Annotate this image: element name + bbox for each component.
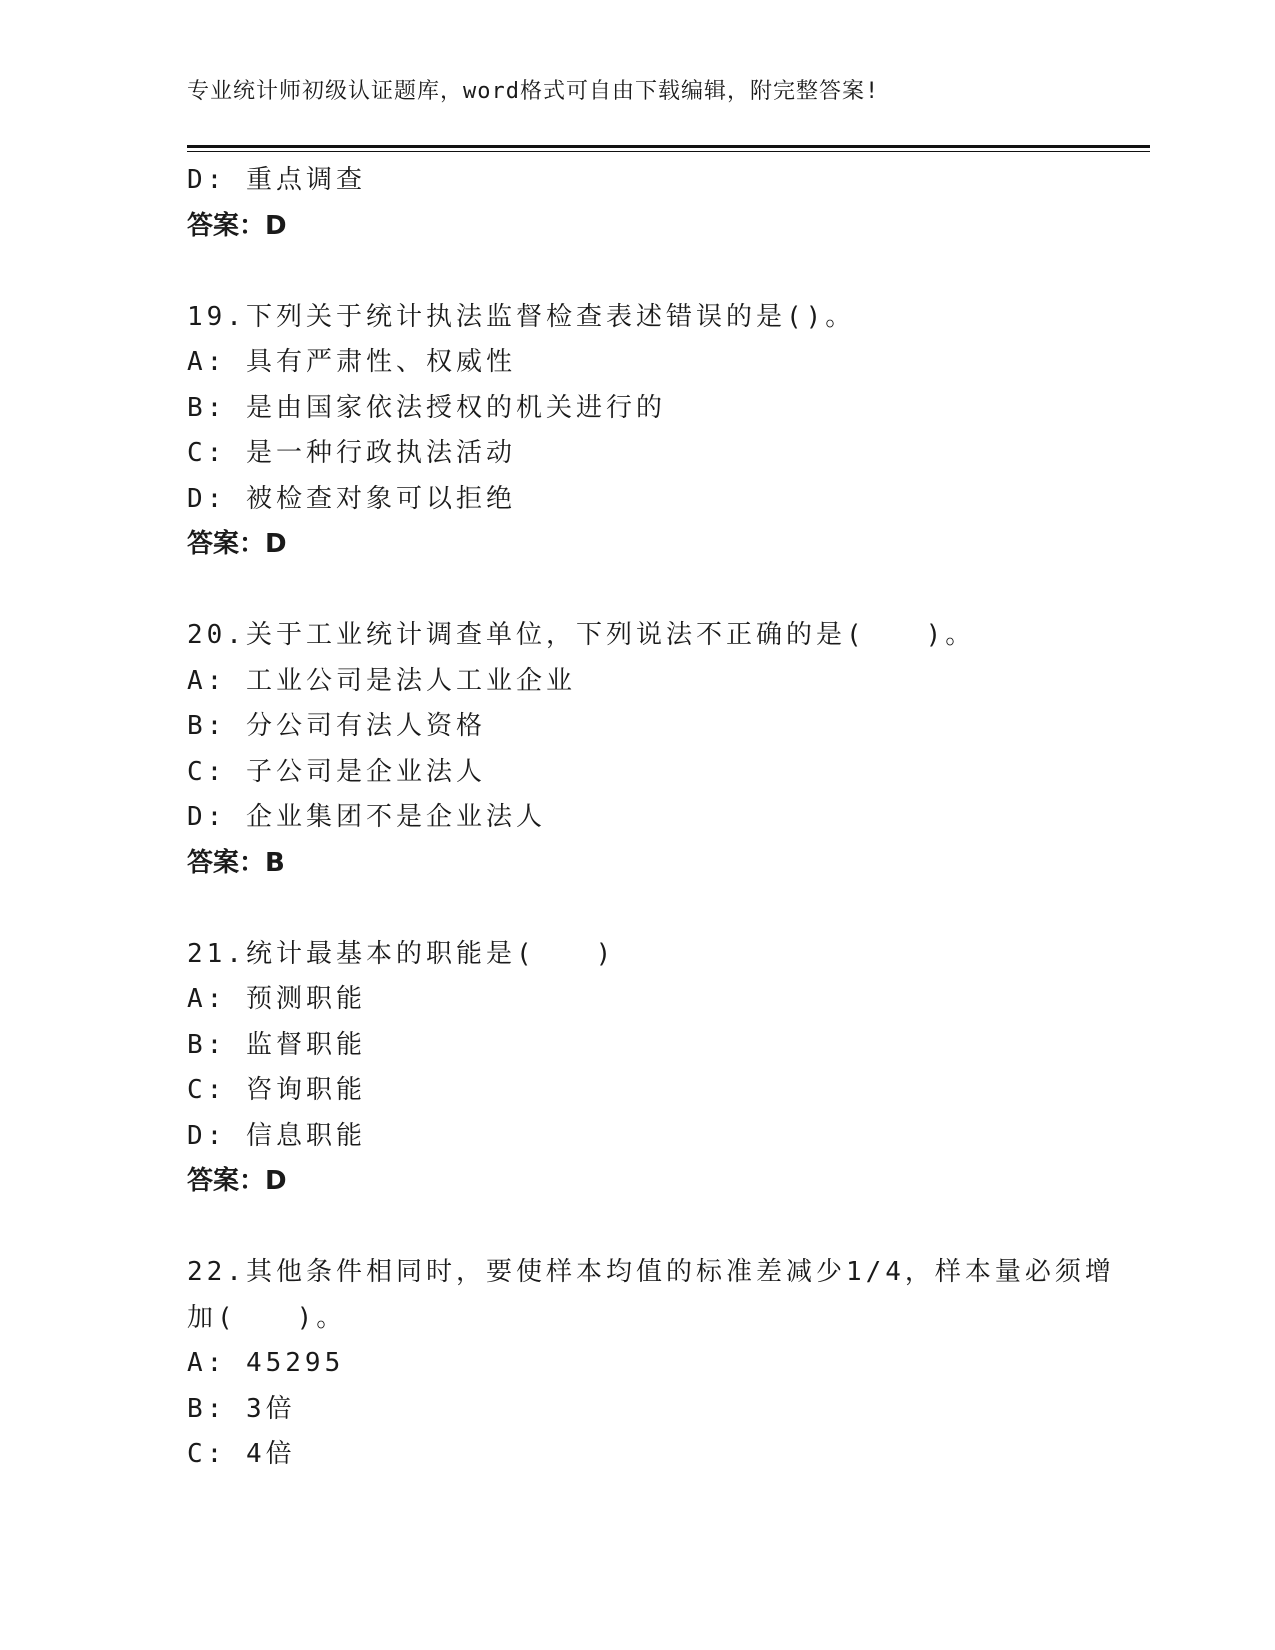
option-b: B: 是由国家依法授权的机关进行的 <box>187 392 666 423</box>
option-d: D: 企业集团不是企业法人 <box>187 802 546 832</box>
option-a: A: 具有严肃性、权威性 <box>187 347 516 377</box>
option-b: B: 分公司有法人资格 <box>187 711 486 741</box>
answer: 答案：D <box>187 210 287 241</box>
answer: 答案：D <box>187 1166 287 1196</box>
question-22 <box>187 1250 1115 1478</box>
question-content <box>187 158 1115 1478</box>
question-21 <box>187 932 1087 1205</box>
option-b: B: 监督职能 <box>187 1029 366 1060</box>
option-d: D: 被检查对象可以拒绝 <box>187 483 516 514</box>
question-stem: 21.统计最基本的职能是( ) <box>187 938 616 969</box>
question-stem: 20.关于工业统计调查单位，下列说法不正确的是( )。 <box>187 620 976 650</box>
option-a: A: 45295 <box>187 1348 345 1378</box>
option-d: D: 信息职能 <box>187 1120 366 1151</box>
question-stem-line-1: 22.其他条件相同时，要使样本均值的标准差减少1/4，样本量必须增 <box>187 1257 1115 1287</box>
question-20 <box>187 613 1087 886</box>
header-rule-thick <box>187 145 1150 148</box>
header-rule-thin <box>187 151 1150 152</box>
option-c: C: 咨询职能 <box>187 1075 366 1105</box>
option-c: C: 是一种行政执法活动 <box>187 438 516 468</box>
option-c: C: 子公司是企业法人 <box>187 756 486 787</box>
question-stem-line-2: 加( )。 <box>187 1302 347 1333</box>
option-a: A: 工业公司是法人工业企业 <box>187 665 576 696</box>
question-stem: 19.下列关于统计执法监督检查表述错误的是()。 <box>187 301 856 332</box>
document-header: 专业统计师初级认证题库，word格式可自由下载编辑，附完整答案! <box>187 79 880 104</box>
option-c: C: 4倍 <box>187 1439 296 1469</box>
option-b: B: 3倍 <box>187 1393 296 1424</box>
option-d: D: 重点调查 <box>187 165 366 195</box>
question-19 <box>187 295 1087 568</box>
option-a: A: 预测职能 <box>187 984 366 1014</box>
answer: 答案：B <box>187 847 285 878</box>
answer: 答案：D <box>187 529 287 559</box>
